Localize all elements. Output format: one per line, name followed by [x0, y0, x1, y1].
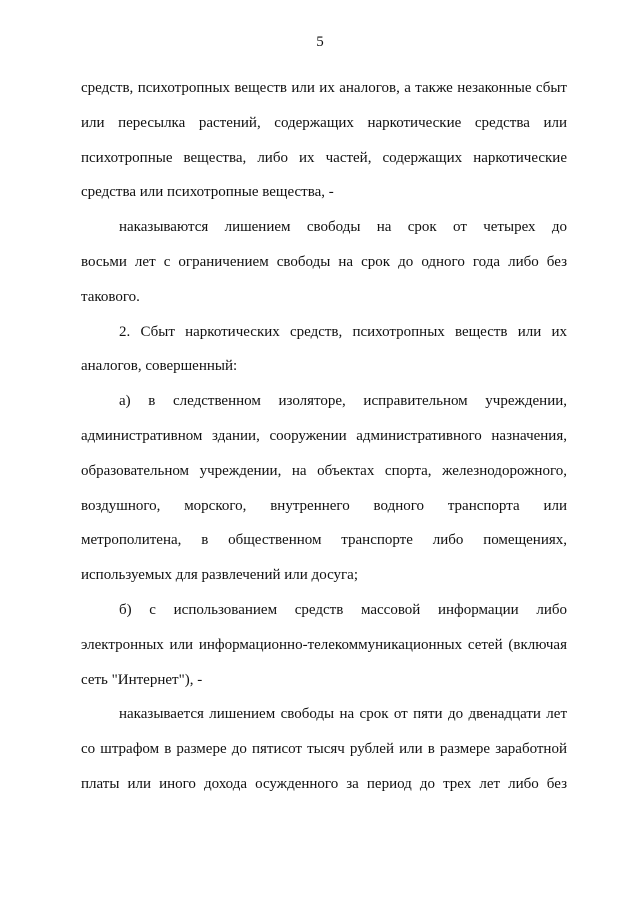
text-line: наказываются лишением свободы на срок от четырех до — [119, 219, 567, 236]
text-line: сеть "Интернет"), - — [81, 671, 203, 688]
text-line: со штрафом в размере до пятисот тысяч рублей или в размере заработной — [81, 741, 567, 758]
text-line: такового. — [81, 288, 140, 305]
body-text — [81, 71, 567, 802]
text-line: средства или психотропные вещества, - — [81, 184, 334, 201]
text-line: восьми лет с ограничением свободы на срок до одного года либо без — [81, 253, 567, 270]
text-line: средств, психотропных веществ или их аналогов, а также незаконные сбыт — [81, 80, 567, 96]
text-line: наказывается лишением свободы на срок от пяти до двенадцати лет — [119, 706, 567, 723]
text-line: используемых для развлечений или досуга; — [81, 567, 359, 584]
text-line: электронных или информационно-телекоммуникационных сетей (включая — [81, 636, 567, 653]
text-line: воздушного, морского, внутреннего водного транспорта или — [81, 497, 567, 514]
text-line: метрополитена, в общественном транспорте либо помещениях, — [81, 532, 567, 549]
text-line: б) с использованием средств массовой информации либо — [119, 601, 567, 618]
text-line: психотропные вещества, либо их частей, содержащих наркотические — [81, 149, 567, 166]
text-line: а) в следственном изоляторе, исправительном учреждении, — [119, 393, 567, 410]
text-line: платы или иного дохода осужденного за период до трех лет либо без — [81, 775, 567, 792]
text-line: административном здании, сооружении административного назначения, — [81, 427, 567, 444]
page-number: 5 — [316, 34, 324, 50]
text-line: или пересылка растений, содержащих наркотические средства или — [81, 114, 567, 131]
text-line: образовательном учреждении, на объектах спорта, железнодорожного, — [81, 462, 567, 479]
text-line: аналогов, совершенный: — [81, 358, 238, 375]
text-line: 2. Сбыт наркотических средств, психотропных веществ или их — [119, 323, 567, 340]
